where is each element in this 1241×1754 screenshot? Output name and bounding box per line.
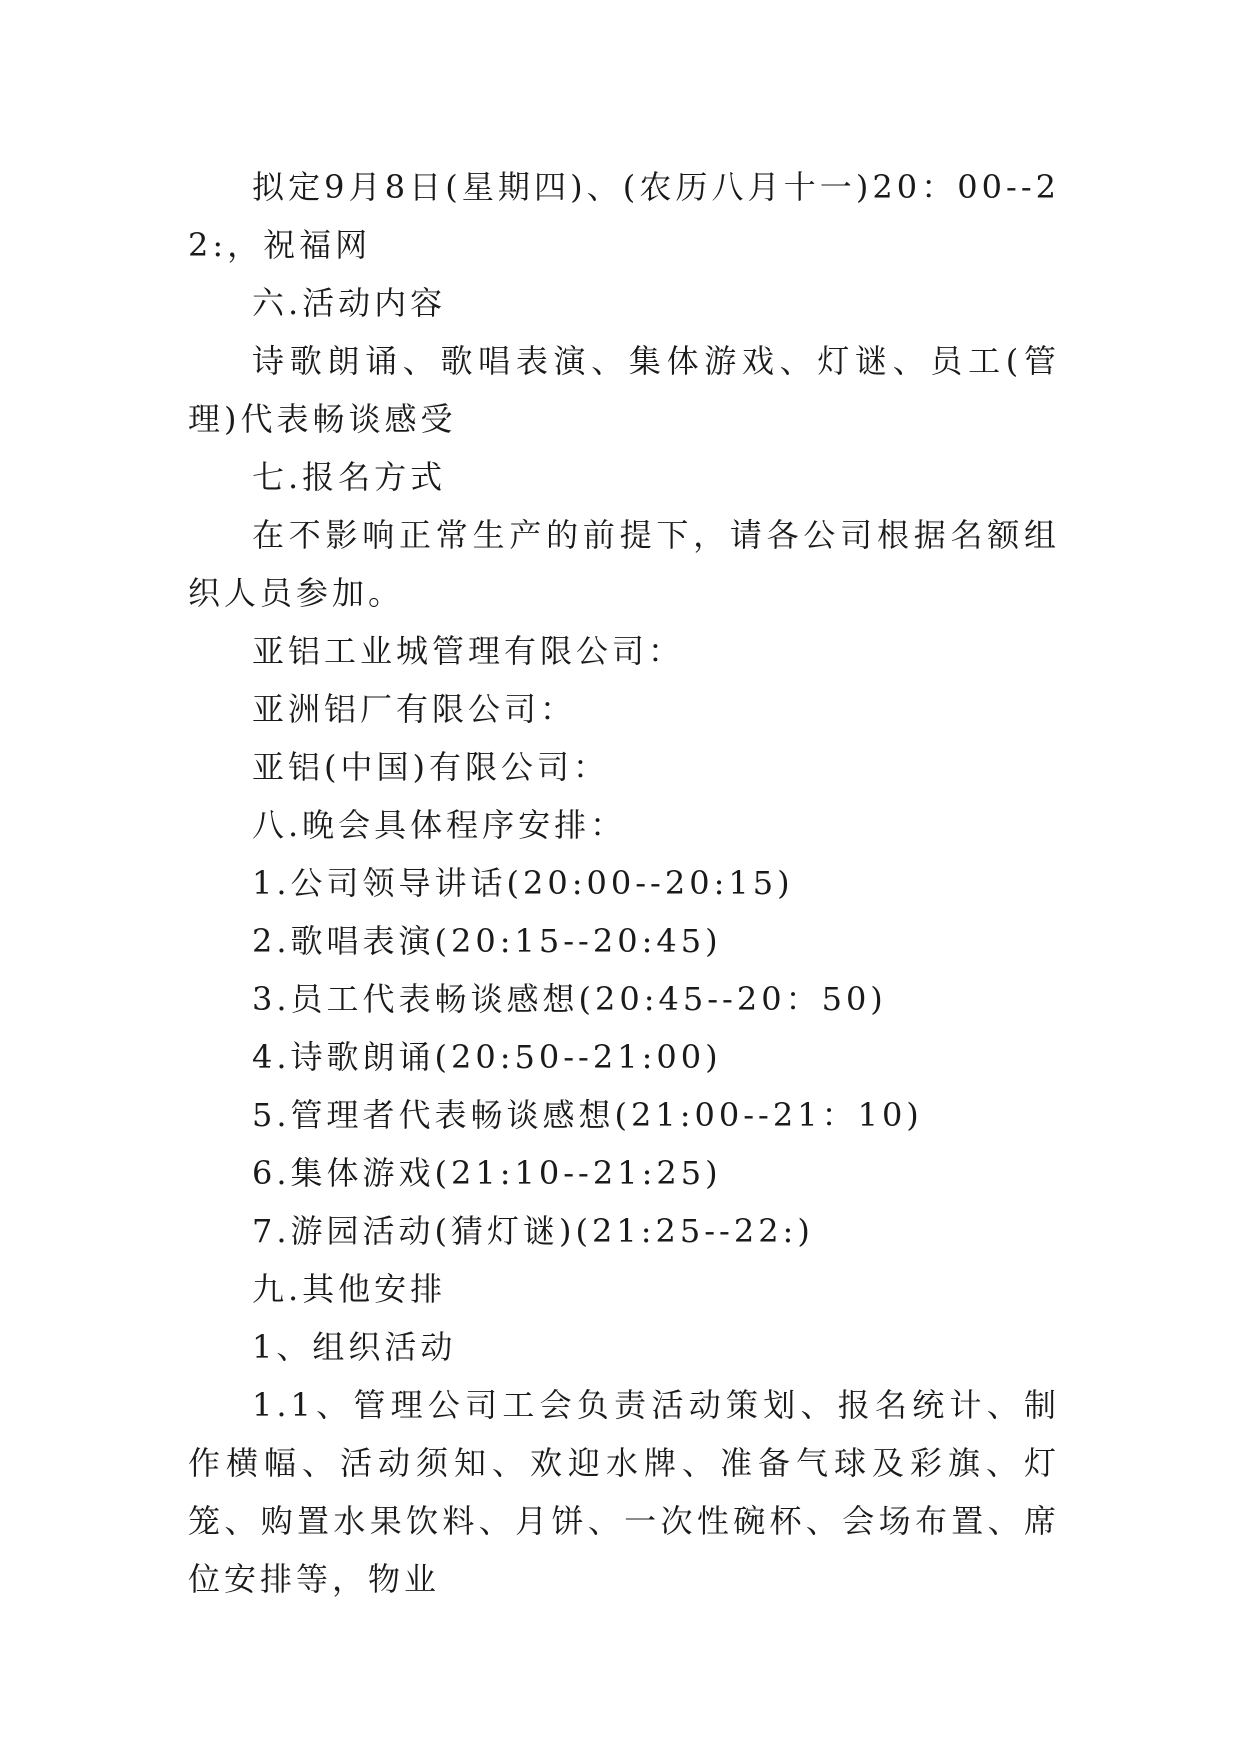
paragraph-registration: 在不影响正常生产的前提下，请各公司根据名额组织人员参加。 xyxy=(188,516,1060,612)
company-line-1: 亚铝工业城管理有限公司： xyxy=(252,632,685,670)
paragraph-date: 拟定9月8日(星期四)、(农历八月十一)20：00--22:，祝福网 xyxy=(188,168,1060,264)
heading-registration: 七.报名方式 xyxy=(252,458,447,496)
company-line-2: 亚洲铝厂有限公司： xyxy=(252,690,577,728)
company-line-3: 亚铝(中国)有限公司： xyxy=(252,748,609,786)
program-item-3: 3.员工代表畅谈感想(20:45--20：50) xyxy=(252,980,887,1018)
paragraph-activity-content: 诗歌朗诵、歌唱表演、集体游戏、灯谜、员工(管理)代表畅谈感受 xyxy=(188,342,1060,438)
program-item-1: 1.公司领导讲话(20:00--20:15) xyxy=(252,864,794,902)
program-item-2: 2.歌唱表演(20:15--20:45) xyxy=(252,922,722,960)
paragraph-organize-detail: 1.1、管理公司工会负责活动策划、报名统计、制作横幅、活动须知、欢迎水牌、准备气球及彩旗、灯笼、购置水果饮料、月饼、一次性碗杯、会场布置、席位安排等，物业 xyxy=(188,1386,1060,1598)
program-item-4: 4.诗歌朗诵(20:50--21:00) xyxy=(252,1038,722,1076)
subheading-organize: 1、组织活动 xyxy=(252,1328,457,1366)
program-item-7: 7.游园活动(猜灯谜)(21:25--22:) xyxy=(252,1212,814,1250)
heading-program: 八.晚会具体程序安排： xyxy=(252,806,627,844)
heading-other-arrangements: 九.其他安排 xyxy=(252,1270,447,1308)
heading-activity-content: 六.活动内容 xyxy=(252,284,447,322)
document-body xyxy=(188,158,1060,1608)
program-item-6: 6.集体游戏(21:10--21:25) xyxy=(252,1154,722,1192)
program-item-5: 5.管理者代表畅谈感想(21:00--21：10) xyxy=(252,1096,923,1134)
